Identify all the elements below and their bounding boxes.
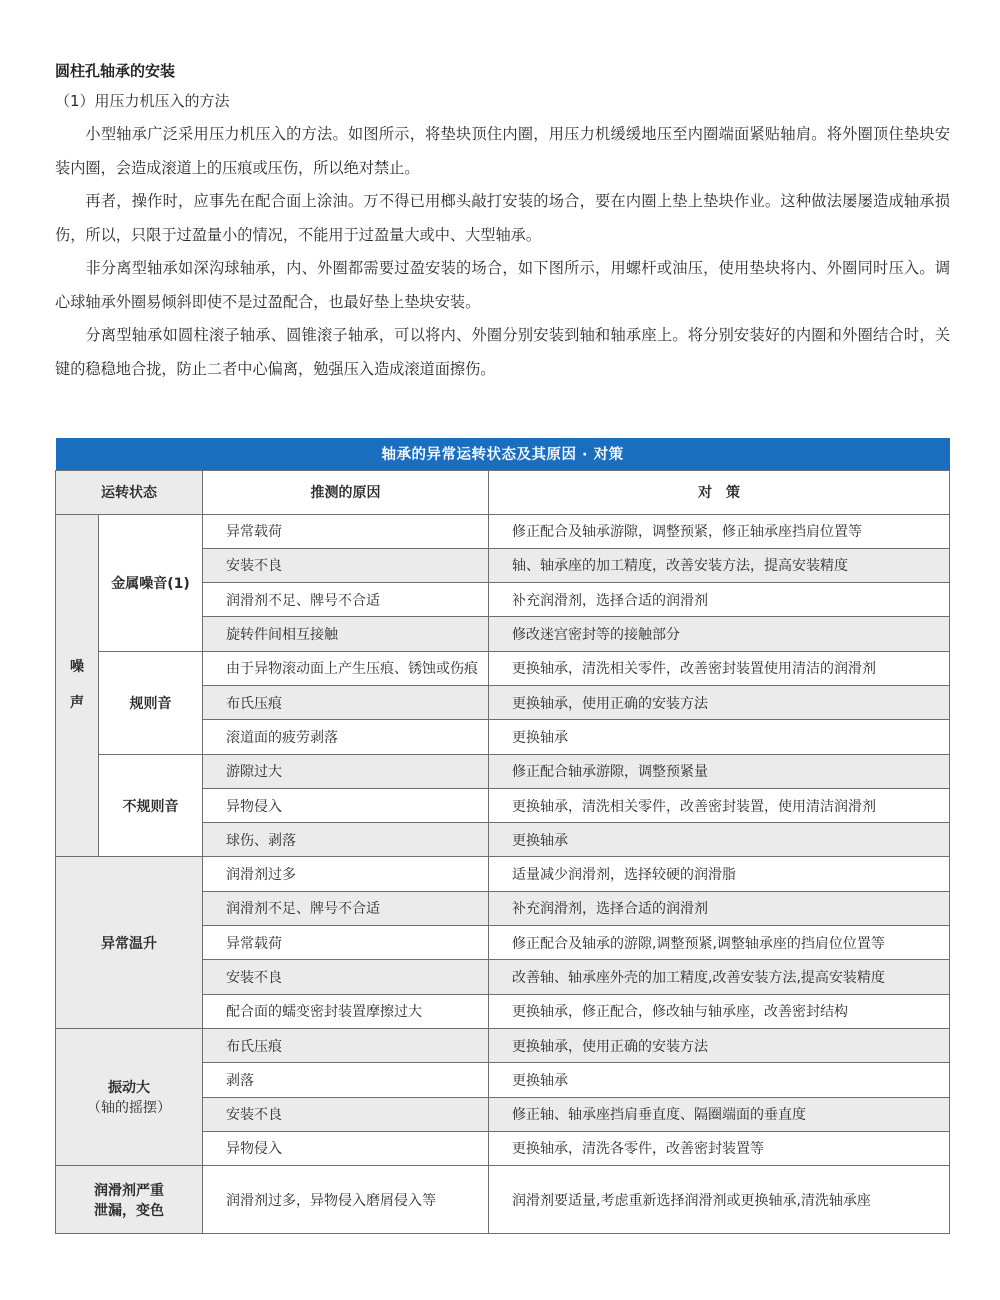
cause-cell: 剥落	[203, 1063, 489, 1097]
measure-cell: 更换轴承，使用正确的安装方法	[489, 1028, 950, 1062]
table-row	[56, 651, 950, 685]
cause-cell: 滚道面的疲劳剥落	[203, 720, 489, 754]
group-abnormal-temperature: 异常温升	[56, 857, 203, 1028]
measure-cell: 适量减少润滑剂，选择较硬的润滑脂	[489, 857, 950, 891]
sub-title: （1）用压力机压入的方法	[55, 92, 230, 110]
paragraph: 分离型轴承如圆柱滚子轴承、圆锥滚子轴承，可以将内、外圈分别安装到轴和轴承座上。将分别安装好的内圈和外圈结合时，关键的稳稳地合拢，防止二者中心偏离，勉强压入造成滚道面擦伤。	[55, 326, 950, 378]
measure-cell: 修正配合轴承游隙，调整预紧量	[489, 754, 950, 788]
group-leak-line2: 泄漏，变色	[94, 1202, 164, 1219]
cause-cell: 安装不良	[203, 1097, 489, 1131]
measure-cell: 更换轴承，清洗相关零件，改善密封装置，使用清洁润滑剂	[489, 788, 950, 822]
measure-cell: 更换轴承，修正配合，修改轴与轴承座，改善密封结构	[489, 994, 950, 1028]
cause-cell: 异物侵入	[203, 1131, 489, 1165]
measure-cell: 修正轴、轴承座挡肩垂直度、隔圈端面的垂直度	[489, 1097, 950, 1131]
measure-cell: 修改迷宫密封等的接触部分	[489, 617, 950, 651]
group-vibration	[56, 1028, 203, 1165]
measure-cell: 更换轴承	[489, 1063, 950, 1097]
cause-cell: 球伤、剥落	[203, 823, 489, 857]
cause-cell: 游隙过大	[203, 754, 489, 788]
cause-cell: 润滑剂过多	[203, 857, 489, 891]
measure-cell: 补充润滑剂，选择合适的润滑剂	[489, 891, 950, 925]
cause-cell: 布氏压痕	[203, 1028, 489, 1062]
measure-cell: 补充润滑剂，选择合适的润滑剂	[489, 583, 950, 617]
subgroup-metal-noise: 金属噪音(1)	[99, 514, 203, 651]
cause-cell: 布氏压痕	[203, 685, 489, 719]
measure-cell: 修正配合及轴承的游隙,调整预紧,调整轴承座的挡肩位位置等	[489, 926, 950, 960]
subgroup-irregular-noise: 不规则音	[99, 754, 203, 857]
subgroup-regular-noise: 规则音	[99, 651, 203, 754]
table-row	[56, 857, 950, 891]
header-measure: 对 策	[489, 470, 950, 514]
measure-cell: 更换轴承，使用正确的安装方法	[489, 685, 950, 719]
group-noise-char: 噪	[70, 659, 84, 676]
table-row	[56, 1166, 950, 1234]
header-cause: 推测的原因	[203, 470, 489, 514]
group-lubricant-leak	[56, 1166, 203, 1234]
group-noise	[56, 514, 99, 857]
table-row	[56, 514, 950, 548]
paragraph: 小型轴承广泛采用压力机压入的方法。如图所示，将垫块顶住内圈，用压力机缓缓地压至内圈端面紧贴轴肩。将外圈顶住垫块安装内圈，会造成滚道上的压痕或压伤，所以绝对禁止。	[55, 125, 950, 177]
paragraph: 再者，操作时，应事先在配合面上涂油。万不得已用榔头敲打安装的场合，要在内圈上垫上垫块作业。这种做法屡屡造成轴承损伤，所以，只限于过盈量小的情况，不能用于过盈量大或中、大型轴承。	[55, 192, 950, 244]
cause-cell: 安装不良	[203, 548, 489, 582]
group-vibration-note: （轴的摇摆）	[87, 1100, 171, 1117]
table-row	[56, 1028, 950, 1062]
article	[55, 58, 950, 386]
measure-cell: 轴、轴承座的加工精度，改善安装方法，提高安装精度	[489, 548, 950, 582]
fault-table	[55, 438, 950, 1234]
measure-cell: 润滑剂要适量,考虑重新选择润滑剂或更换轴承,清洗轴承座	[489, 1166, 950, 1234]
paragraph: 非分离型轴承如深沟球轴承，内、外圈都需要过盈安装的场合，如下图所示，用螺杆或油压，使用垫块将内、外圈同时压入。调心球轴承外圈易倾斜即使不是过盈配合，也最好垫上垫块安装。	[55, 259, 950, 311]
cause-cell: 由于异物滚动面上产生压痕、锈蚀或伤痕	[203, 651, 489, 685]
table-caption: 轴承的异常运转状态及其原因 · 对策	[56, 438, 950, 470]
cause-cell: 旋转件间相互接触	[203, 617, 489, 651]
group-noise-char: 声	[70, 695, 84, 712]
header-status: 运转状态	[56, 470, 203, 514]
measure-cell: 修正配合及轴承游隙，调整预紧，修正轴承座挡肩位置等	[489, 514, 950, 548]
table-row	[56, 754, 950, 788]
cause-cell: 安装不良	[203, 960, 489, 994]
measure-cell: 更换轴承	[489, 823, 950, 857]
group-leak-line1: 润滑剂严重	[94, 1182, 164, 1199]
cause-cell: 润滑剂不足、牌号不合适	[203, 891, 489, 925]
measure-cell: 更换轴承，清洗各零件，改善密封装置等	[489, 1131, 950, 1165]
cause-cell: 润滑剂不足、牌号不合适	[203, 583, 489, 617]
fault-table-container	[55, 438, 949, 1234]
cause-cell: 润滑剂过多，异物侵入磨屑侵入等	[203, 1166, 489, 1234]
measure-cell: 改善轴、轴承座外壳的加工精度,改善安装方法,提高安装精度	[489, 960, 950, 994]
group-vibration-label: 振动大	[108, 1080, 150, 1097]
section-title: 圆柱孔轴承的安装	[55, 62, 176, 80]
cause-cell: 配合面的蠕变密封装置摩擦过大	[203, 994, 489, 1028]
measure-cell: 更换轴承，清洗相关零件，改善密封装置使用清洁的润滑剂	[489, 651, 950, 685]
cause-cell: 异常载荷	[203, 514, 489, 548]
cause-cell: 异物侵入	[203, 788, 489, 822]
table-header-row	[56, 470, 950, 514]
cause-cell: 异常载荷	[203, 926, 489, 960]
measure-cell: 更换轴承	[489, 720, 950, 754]
